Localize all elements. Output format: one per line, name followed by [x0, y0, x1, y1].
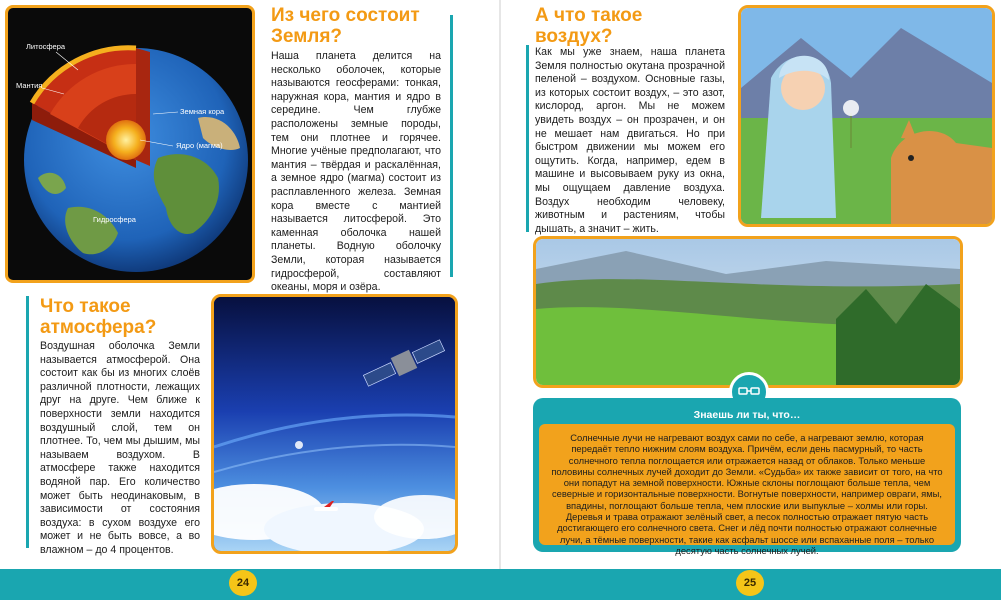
mantle-label: Мантия [16, 81, 43, 90]
earth-composition-text: Наша планета делится на несколько оболочек, которые называются геосферами: тонкая, наружная кора, мантия и ядро в середине. Чем глубже расположены земные породы, тем они плотнее и горячее. Многие учёные предполагают, что мантия – твёрдая и раскалённая, а земное ядро (магма) состоит из расплавленного железа. Земная кора вместе с мантией называется литосферой. Это каменная оболочка нашей планеты. Водную оболочку Земли, которая называется гидросферой, составляют океаны, моря и озёра. [271, 50, 441, 294]
atmosphere-illustration [211, 294, 458, 554]
title-line-1: А что такое [535, 5, 643, 26]
hydrosphere-label: Гидросфера [93, 215, 136, 224]
balloon-icon [295, 441, 303, 449]
core-label: Ядро (магма) [176, 141, 223, 150]
title-line-1: Что такое [40, 296, 131, 317]
page-footer-bar [0, 569, 1001, 600]
fact-box-title: Знаешь ли ты, что… [693, 409, 801, 421]
girl-dandelion-illustration [738, 5, 995, 227]
mountain-meadow-illustration [533, 236, 963, 388]
meadow-landscape-image [536, 239, 960, 385]
title-line-1: Из чего состоит [271, 5, 420, 26]
what-is-air-text: Как мы уже знаем, наша планета Земля полностью окутана прозрачной пеленой – воздухом. Основные газы, из которых состоит воздух, – это азот, кислород, аргон. Мы не можем увидеть воздух – он прозрачен, и он не мешает нам двигаться. Но при быстром движении мы можем его ощутить. Когда, например, едем в машине и высовываем руку из окна, мы ощущаем давление воздуха. Воздух необходим человеку, животным и растениям, чтобы дышать, а значит – жить. [535, 46, 725, 235]
crust-label: Земная кора [180, 107, 225, 116]
girl-with-dog-image [741, 8, 992, 224]
atmosphere-text: Воздушная оболочка Земли называется атмосферой. Она состоит как бы из многих слоёв различной плотности, лежащих друг на друге. Чем ближе к поверхности земли находится воздушный слой, тем он плотнее. То, чем мы дышим, мы называем воздухом. В атмосфере также находится водяной пар. Его количество может быть неодинаковым, в зависимости от состояния воздуха: в сухом воздухе его может и не быть вовсе, а во влажном – до 4 процентов. [40, 340, 200, 556]
did-you-know-box [533, 398, 961, 556]
section-vertical-rule-2 [26, 296, 29, 548]
section-title-atmosphere [40, 296, 156, 338]
fact-box-text: Солнечные лучи не нагревают воздух сами по себе, а нагревают землю, которая передаёт тепло нижним слоям воздуха. Причём, если день пасмурный, то часть солнечного тепла поглощается или отражается назад от облаков. Только меньше половины солнечных лучей доходит до Земли. «Судьба» их также зависит от того, на что они попадут на земной поверхности. Южные склоны поглощают больше тепла, чем северные и горизонтальные поверхности. Вогнутые поверхности, например овраги, ямы, впадины, поглощают больше тепла, чем плоские или выпуклые – холмы или горы. Деревья и трава отражают зелёный свет, а песок полностью отражает пятую часть достигающего его солнечного света. Снег и лёд почти полностью отражают солнечные лучи, а тёмные поверхности, такие как асфальт шоссе или вспаханные поля – только десятую часть солнечных лучей. [551, 432, 943, 556]
section-vertical-rule [450, 15, 453, 277]
atmosphere-image [214, 297, 455, 551]
title-line-2: атмосфера? [40, 317, 157, 338]
title-line-2: Земля? [271, 26, 343, 47]
page-number-left: 24 [229, 570, 257, 596]
section-title-what-is-air [535, 5, 642, 47]
page-number-right: 25 [736, 570, 764, 596]
earth-structure-illustration [5, 5, 255, 283]
section-vertical-rule-3 [526, 45, 529, 232]
title-line-2: воздух? [535, 26, 613, 47]
section-title-earth-composition [271, 5, 420, 47]
lithosphere-label: Литосфера [26, 42, 66, 51]
page-spine [499, 0, 501, 570]
